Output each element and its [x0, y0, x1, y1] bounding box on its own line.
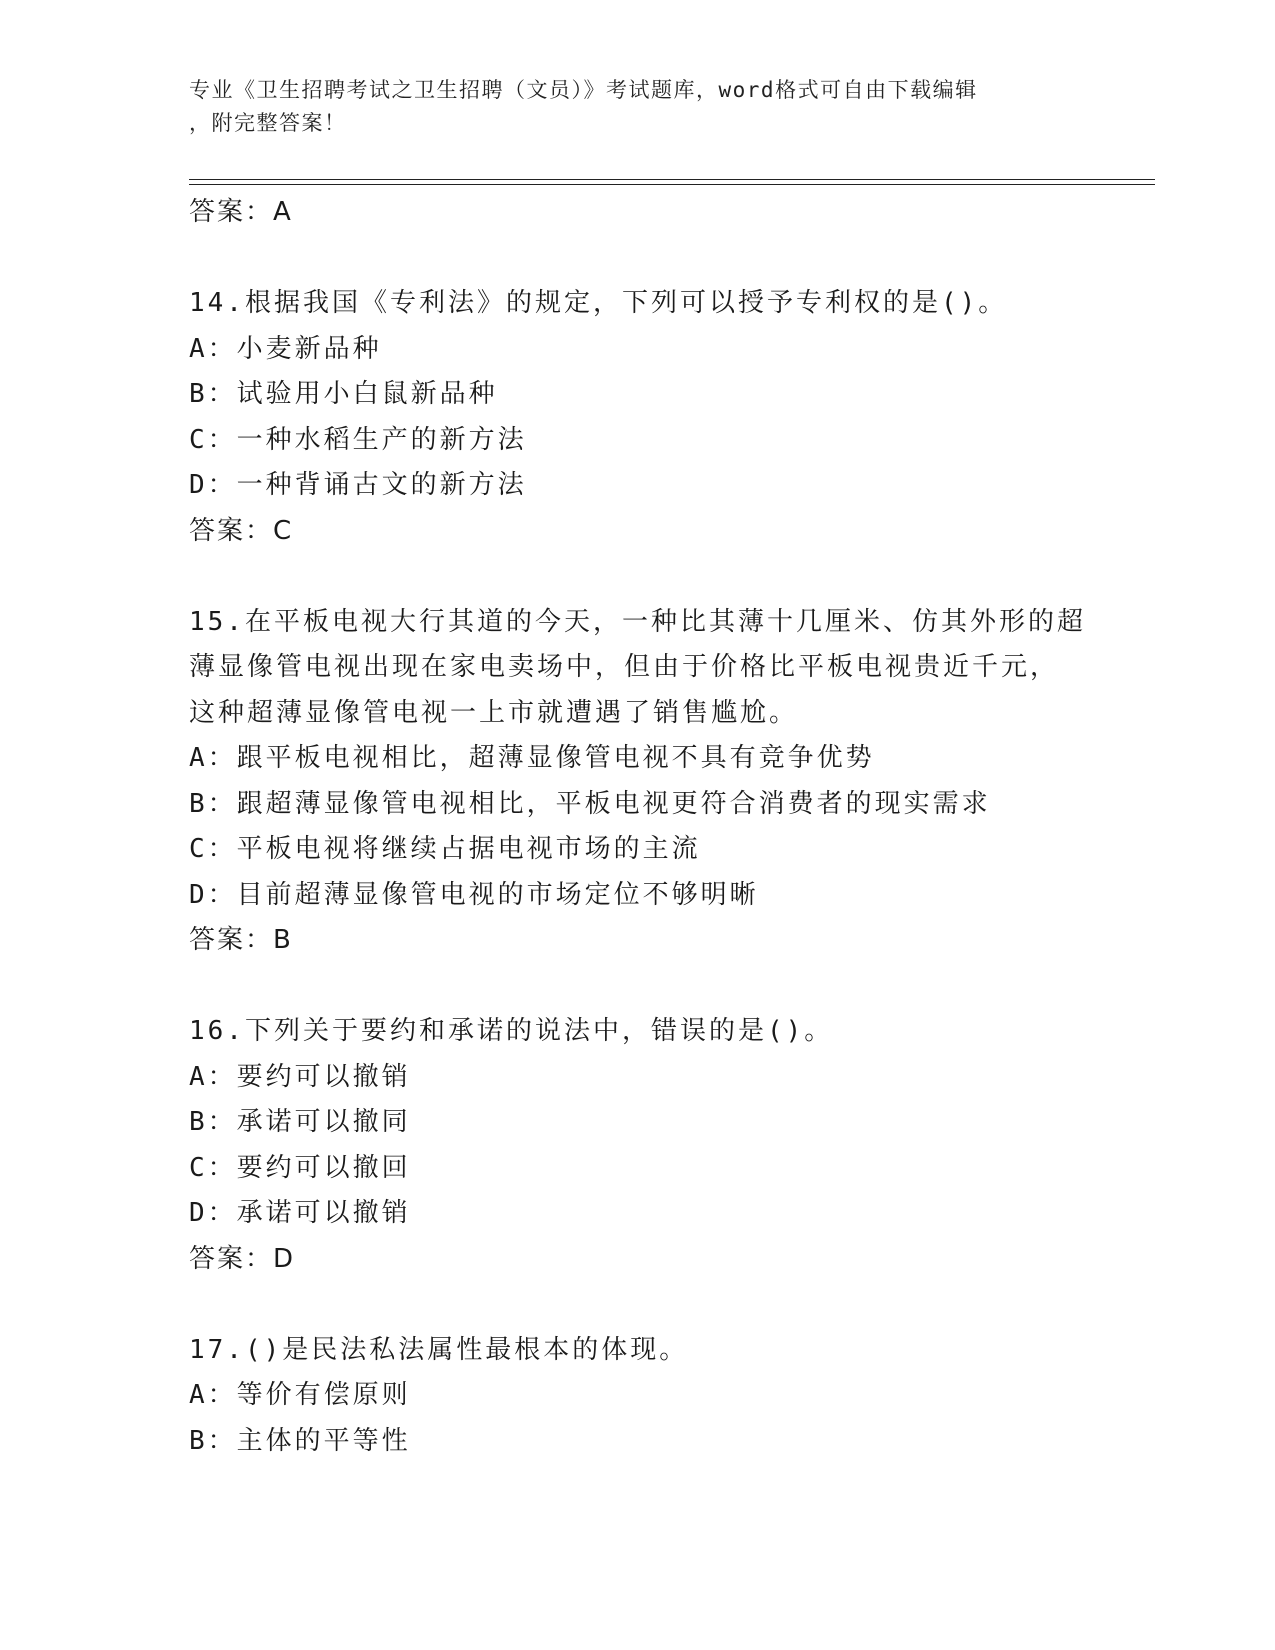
answer-line: 答案：D — [189, 1243, 296, 1274]
option-b: B：跟超薄显像管电视相比，平板电视更符合消费者的现实需求 — [189, 788, 991, 819]
spacer — [189, 1282, 1149, 1328]
option-a: A：小麦新品种 — [189, 333, 382, 364]
answer-line: 答案：B — [189, 925, 293, 955]
document-header — [189, 74, 1089, 140]
question-stem: 17.()是民法私法属性最根本的体现。 — [189, 1334, 689, 1365]
spacer — [189, 964, 1149, 1010]
option-a: A：要约可以撤销 — [189, 1061, 411, 1092]
option-d: D：承诺可以撤销 — [189, 1198, 411, 1228]
question-stem: 16.下列关于要约和承诺的说法中，错误的是()。 — [189, 1016, 834, 1046]
question-stem-line-2: 薄显像管电视出现在家电卖场中，但由于价格比平板电视贵近千元， — [189, 652, 1060, 682]
spacer — [189, 236, 1149, 282]
option-a: A：跟平板电视相比，超薄显像管电视不具有竞争优势 — [189, 743, 875, 773]
option-d: D：一种背诵古文的新方法 — [189, 470, 527, 500]
spacer — [189, 554, 1149, 600]
question-17 — [189, 1328, 1149, 1465]
question-16 — [189, 1009, 1149, 1282]
option-c: C：一种水稻生产的新方法 — [189, 424, 527, 455]
question-list — [189, 190, 1149, 1464]
question-15 — [189, 600, 1149, 964]
option-d: D：目前超薄显像管电视的市场定位不够明晰 — [189, 879, 759, 910]
question-stem-line-1: 15.在平板电视大行其道的今天，一种比其薄十几厘米、仿其外形的超 — [189, 606, 1086, 637]
header-line-2: ，附完整答案！ — [189, 111, 347, 135]
previous-answer: 答案：A — [189, 197, 293, 227]
option-b: B：主体的平等性 — [189, 1425, 411, 1456]
option-b: B：承诺可以撤同 — [189, 1107, 411, 1137]
option-c: C：要约可以撤回 — [189, 1152, 411, 1183]
header-divider-bottom — [189, 184, 1155, 185]
header-divider-top — [189, 179, 1155, 180]
header-line-1: 专业《卫生招聘考试之卫生招聘（文员）》考试题库，word格式可自由下载编辑 — [189, 78, 978, 102]
option-b: B：试验用小白鼠新品种 — [189, 379, 498, 409]
question-stem-line-3: 这种超薄显像管电视一上市就遭遇了销售尴尬。 — [189, 697, 799, 728]
option-c: C：平板电视将继续占据电视市场的主流 — [189, 834, 701, 864]
answer-line: 答案：C — [189, 515, 294, 546]
question-stem: 14.根据我国《专利法》的规定，下列可以授予专利权的是()。 — [189, 288, 1008, 318]
option-a: A：等价有偿原则 — [189, 1380, 411, 1410]
question-14 — [189, 281, 1149, 554]
